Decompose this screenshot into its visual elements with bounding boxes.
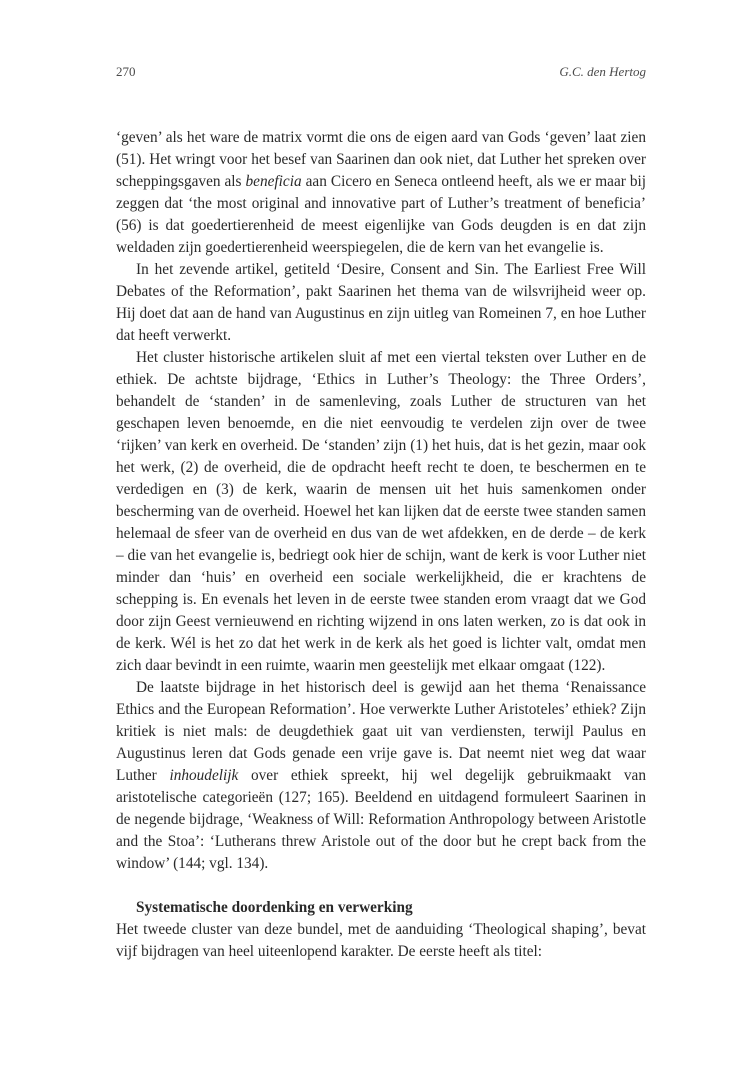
paragraph-4 <box>116 677 646 875</box>
paragraph-1-emphasis: beneficia <box>245 173 302 190</box>
section-heading: Systematische doordenking en verwerking <box>136 899 413 916</box>
running-head: G.C. den Hertog <box>559 64 646 79</box>
paragraph-1 <box>116 127 646 259</box>
page-number: 270 <box>116 64 136 79</box>
paragraph-5: Het tweede cluster van deze bundel, met de aanduiding ‘Theological shaping’, bevat vijf bijdragen van heel uiteenlopend karakter. De eerste heeft als titel: <box>116 921 646 960</box>
paragraph-3: Het cluster historische artikelen sluit af met een viertal teksten over Luther en de ethiek. De achtste bijdrage, ‘Ethics in Luther’s Theology: the Three Orders’, behandelt de ‘standen’ in de samenleving, zoals Luther de structuren van het geschapen leven benoemde, en die niet eenvoudig te verdelen zijn over de twee ‘rijken’ van kerk en overheid. De ‘standen’ zijn (1) het huis, dat is het gezin, maar ook het werk, (2) de overheid, die de opdracht heeft recht te doen, te beschermen en te verdedigen en (3) de kerk, waarin de mensen uit het huis samenkomen onder bescherming van de overheid. Hoewel het kan lijken dat de eerste twee standen samen helemaal de sfeer van de overheid en dus van de wet afdekken, en de derde – de kerk – die van het evangelie is, bedriegt ook hier de schijn, want de kerk is voor Luther niet minder dan ‘huis’ en overheid een sociale werkelijkheid, die er krachtens de schepping is. En evenals het leven in de eerste twee standen erom vraagt dat we God door zijn Geest vernieuwend en richting wijzend in ons laten werken, zo is dat ook in de kerk. Wél is het zo dat het werk in de kerk als het goed is lichter valt, omdat men zich daar bevindt in een ruimte, waarin men geestelijk met elkaar omgaat (122). <box>116 349 646 674</box>
body-text <box>116 127 646 963</box>
paragraph-4-part-a: De laatste bijdrage in het historisch deel is gewijd aan het thema ‘Renaissance Ethics and the European Reformation’. Hoe verwerkte Luther Aristoteles’ ethiek? Zijn kritiek is niet mals: de deugdethiek gaat uit van verdiensten, terwijl Paulus en Augustinus leren dat Gods genade een vrije gave is. Dat neemt niet weg dat waar Luther <box>116 679 646 784</box>
paragraph-2: In het zevende artikel, getiteld ‘Desire, Consent and Sin. The Earliest Free Will Debates of the Reformation’, pakt Saarinen het thema van de wilsvrijheid weer op. Hij doet dat aan de hand van Augustinus en zijn uitleg van Romeinen 7, en hoe Luther dat heeft verwerkt. <box>116 261 646 344</box>
paragraph-1-part-b: aan Cicero en Seneca ontleend heeft, als we er maar bij zeggen dat ‘the most original and innovative part of Luther’s treatment of beneficia’ (56) is dat goedertierenheid de meest eigenlijke van Gods deugden is en dat zijn weldaden zijn goedertierenheid weerspiegelen, die de kern van het evangelie is. <box>116 173 646 256</box>
paragraph-4-emphasis: inhoudelijk <box>169 767 239 784</box>
paragraph-1-part-a: ‘geven’ als het ware de matrix vormt die ons de eigen aard van Gods ‘geven’ laat zien (51). Het wringt voor het besef van Saarinen dan ook niet, dat Luther het spreken over scheppingsgaven als <box>116 129 646 190</box>
paragraph-4-part-b: over ethiek spreekt, hij wel degelijk gebruikmaakt van aristotelische categorieën (127; 165). Beeldend en uitdagend formuleert Saarinen in de negende bijdrage, ‘Weakness of Will: Reformation Anthropology between Aristotle and the Stoa’: ‘Lutherans threw Aristole out of the door but he crept back from the window’ (144; vgl. 134). <box>116 767 646 872</box>
